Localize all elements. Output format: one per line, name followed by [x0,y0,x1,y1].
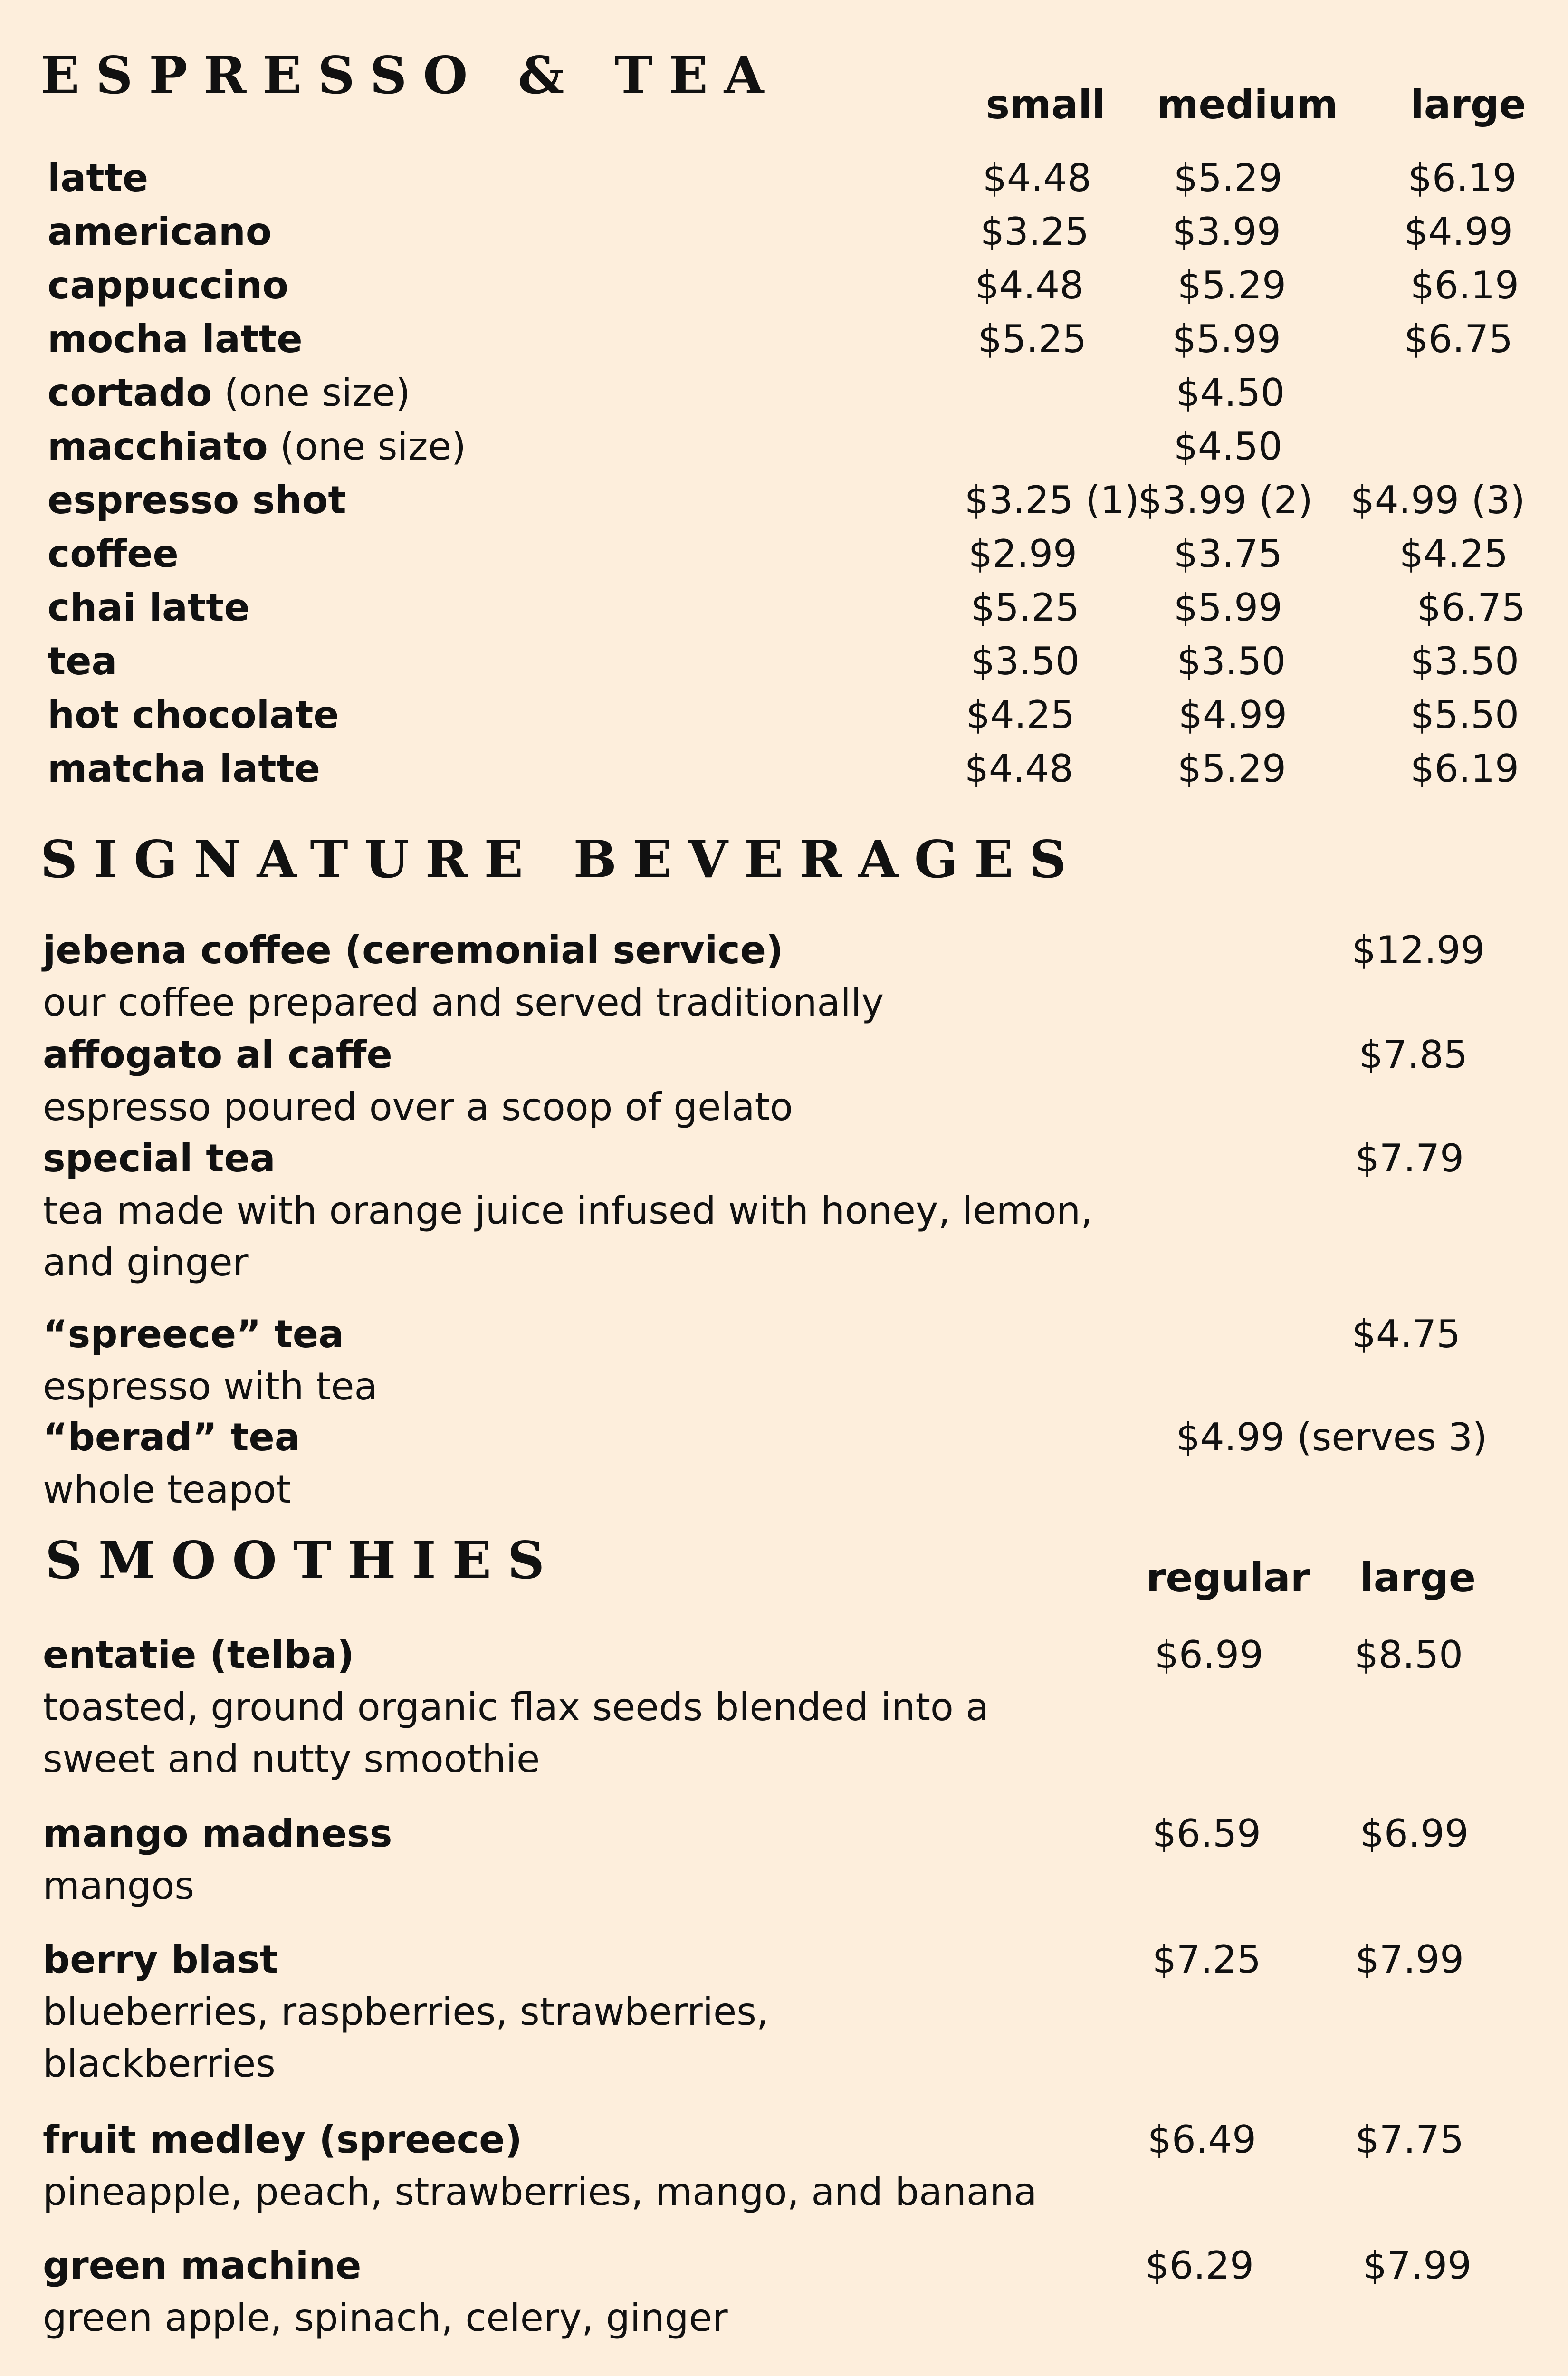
price-regular: $7.25 [1152,1937,1262,1982]
signature-item-description: and ginger [43,1240,249,1284]
smoothie-item-name: entatie (telba) [43,1633,354,1677]
menu-item-name [48,210,272,254]
price-small: $4.48 [965,747,1074,791]
smoothies-heading: SMOOTHIES [45,1531,561,1590]
signature-item-name: jebena coffee (ceremonial service) [43,928,784,972]
smoothie-item-description: blueberries, raspberries, strawberries, [43,1990,769,2034]
smoothie-item-description: toasted, ground organic flax seeds blended into a [43,1685,989,1729]
price-small: $4.48 [975,263,1084,307]
price-large: $6.19 [1410,263,1520,307]
smoothie-item-description: mangos [43,1864,195,1908]
menu-item-name [48,585,250,630]
signature-item-name: special tea [43,1136,276,1180]
item-name-text: matcha latte [48,747,320,791]
item-name-text: tea [48,639,117,683]
price-medium: $4.99 [1178,693,1288,737]
price-large: $6.75 [1417,585,1526,630]
price-large: $6.19 [1408,156,1517,200]
price-regular: $6.59 [1152,1811,1262,1856]
menu-item-name [48,371,411,415]
price-small: $2.99 [968,532,1078,576]
col-header-regular: regular [1146,1554,1310,1601]
col-header-small: small [986,81,1106,128]
price-regular: $6.99 [1155,1633,1264,1677]
price-large: $7.99 [1363,2243,1472,2288]
signature-item-description: whole teapot [43,1467,291,1512]
signature-item-description: espresso poured over a scoop of gelato [43,1085,793,1129]
price-medium: $4.50 [1176,371,1285,415]
price-regular: $6.49 [1147,2117,1257,2162]
item-name-text: latte [48,156,149,200]
item-name-text: americano [48,210,272,254]
price-small: $4.25 [966,693,1075,737]
price-medium: $5.99 [1172,317,1281,361]
signature-item-price: $7.79 [1355,1136,1464,1180]
price-medium: $5.29 [1174,156,1283,200]
price-large: $6.99 [1360,1811,1469,1856]
item-note: (one size) [268,424,467,469]
menu-item-name [48,639,117,683]
price-large: $5.50 [1410,693,1520,737]
smoothie-item-description: green apple, spinach, celery, ginger [43,2296,728,2340]
signature-item-price: $12.99 [1352,928,1485,972]
price-small: $3.25 [980,210,1090,254]
price-medium: $5.99 [1174,585,1283,630]
smoothie-item-name: berry blast [43,1937,278,1982]
signature-item-price: $7.85 [1359,1033,1468,1077]
signature-item-description: espresso with tea [43,1364,378,1408]
signature-item-price: $4.75 [1352,1312,1461,1356]
smoothie-item-name: green machine [43,2243,362,2288]
price-large: $6.75 [1404,317,1513,361]
price-large: $3.50 [1410,639,1520,683]
espresso-tea-heading: ESPRESSO & TEA [40,46,780,105]
menu-item-name [48,156,149,200]
menu-item-name [48,532,179,576]
signature-item-name: “spreece” tea [43,1312,344,1356]
item-name-text: mocha latte [48,317,303,361]
price-large: $7.75 [1355,2117,1464,2162]
item-name-text: coffee [48,532,179,576]
price-medium: $3.50 [1177,639,1286,683]
price-medium: $4.50 [1174,424,1283,469]
item-note: (one size) [212,371,411,415]
price-small: $3.25 (1) [965,478,1139,522]
price-medium: $5.29 [1177,747,1287,791]
signature-item-description: our coffee prepared and served traditionally [43,980,884,1025]
item-name-text: macchiato [48,424,268,469]
price-large: $4.99 [1404,210,1513,254]
price-regular: $6.29 [1145,2243,1254,2288]
price-small: $3.50 [971,639,1080,683]
signature-item-name: “berad” tea [43,1415,300,1459]
item-name-text: hot chocolate [48,693,339,737]
price-medium: $3.99 (2) [1138,478,1313,522]
price-large: $8.50 [1354,1633,1463,1677]
col-header-medium: medium [1157,81,1338,128]
signature-beverages-heading: SIGNATURE BEVERAGES [40,830,1083,890]
price-large: $4.99 (3) [1350,478,1525,522]
smoothie-item-description: sweet and nutty smoothie [43,1737,540,1781]
price-large: $4.25 [1399,532,1509,576]
signature-item-description: tea made with orange juice infused with honey, lemon, [43,1188,1093,1233]
col-header-smoothie-large: large [1360,1554,1476,1601]
menu-item-name [48,478,346,522]
item-name-text: chai latte [48,585,250,630]
smoothie-item-description: blackberries [43,2041,276,2086]
smoothie-item-name: fruit medley (spreece) [43,2117,522,2162]
price-small: $5.25 [978,317,1087,361]
smoothie-item-description: pineapple, peach, strawberries, mango, and banana [43,2170,1037,2214]
menu-item-name [48,424,467,469]
price-medium: $3.99 [1172,210,1281,254]
menu-item-name [48,263,289,307]
item-name-text: espresso shot [48,478,346,522]
menu-item-name [48,747,320,791]
signature-item-name: affogato al caffe [43,1033,392,1077]
price-small: $5.25 [971,585,1080,630]
menu-item-name [48,693,339,737]
price-large: $6.19 [1410,747,1520,791]
smoothie-item-name: mango madness [43,1811,392,1856]
item-name-text: cappuccino [48,263,289,307]
signature-item-price: $4.99 (serves 3) [1176,1415,1488,1459]
item-name-text: cortado [48,371,212,415]
col-header-large: large [1410,81,1527,128]
price-large: $7.99 [1355,1937,1464,1982]
menu-item-name [48,317,303,361]
price-medium: $5.29 [1177,263,1287,307]
price-medium: $3.75 [1174,532,1283,576]
price-small: $4.48 [983,156,1092,200]
